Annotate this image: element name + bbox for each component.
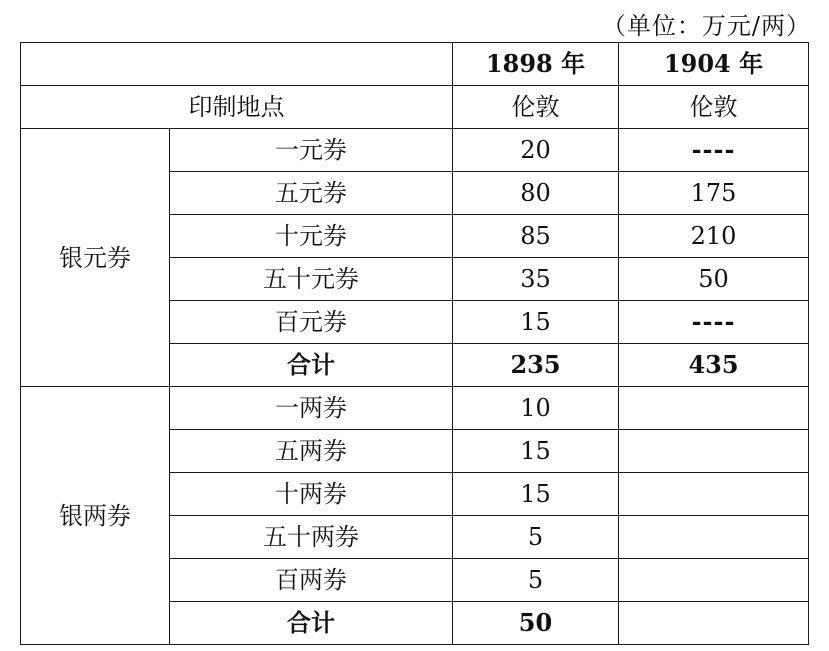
value-1898: 15: [453, 473, 619, 516]
unit-note: （单位：万元/两）: [601, 12, 811, 40]
value-1904: ----: [619, 301, 809, 344]
subtotal-1904: [619, 602, 809, 645]
value-1904: [619, 430, 809, 473]
corner-cell: [21, 43, 453, 86]
banknote-table: [20, 42, 809, 645]
table-row: [21, 129, 809, 172]
value-1898: 85: [453, 215, 619, 258]
subtotal-1898: 235: [453, 344, 619, 387]
note-name: 五十元券: [170, 258, 453, 301]
note-name: 百元券: [170, 301, 453, 344]
value-1898: 5: [453, 559, 619, 602]
value-1898: 20: [453, 129, 619, 172]
note-name: 一两券: [170, 387, 453, 430]
note-name: 五两券: [170, 430, 453, 473]
table-row: [21, 387, 809, 430]
value-1898: 10: [453, 387, 619, 430]
year-1904-header: 1904 年: [619, 43, 809, 86]
note-name: 十元券: [170, 215, 453, 258]
subtotal-1904: 435: [619, 344, 809, 387]
place-row: [21, 86, 809, 129]
value-1904: [619, 559, 809, 602]
place-1904: 伦敦: [619, 86, 809, 129]
year-1898-header: 1898 年: [453, 43, 619, 86]
silver-dollar-group-label: 银元券: [21, 129, 170, 387]
note-name: 一元券: [170, 129, 453, 172]
subtotal-label: 合计: [170, 602, 453, 645]
value-1904: 210: [619, 215, 809, 258]
value-1904: [619, 387, 809, 430]
value-1904: ----: [619, 129, 809, 172]
note-name: 五十两券: [170, 516, 453, 559]
note-name: 十两券: [170, 473, 453, 516]
value-1904: [619, 516, 809, 559]
value-1898: 5: [453, 516, 619, 559]
place-label: 印制地点: [21, 86, 453, 129]
note-name: 五元券: [170, 172, 453, 215]
place-1898: 伦敦: [453, 86, 619, 129]
value-1898: 15: [453, 430, 619, 473]
value-1904: [619, 473, 809, 516]
value-1898: 35: [453, 258, 619, 301]
value-1898: 80: [453, 172, 619, 215]
year-header-row: [21, 43, 809, 86]
value-1898: 15: [453, 301, 619, 344]
subtotal-label: 合计: [170, 344, 453, 387]
value-1904: 175: [619, 172, 809, 215]
subtotal-1898: 50: [453, 602, 619, 645]
note-name: 百两券: [170, 559, 453, 602]
silver-tael-group-label: 银两券: [21, 387, 170, 645]
value-1904: 50: [619, 258, 809, 301]
